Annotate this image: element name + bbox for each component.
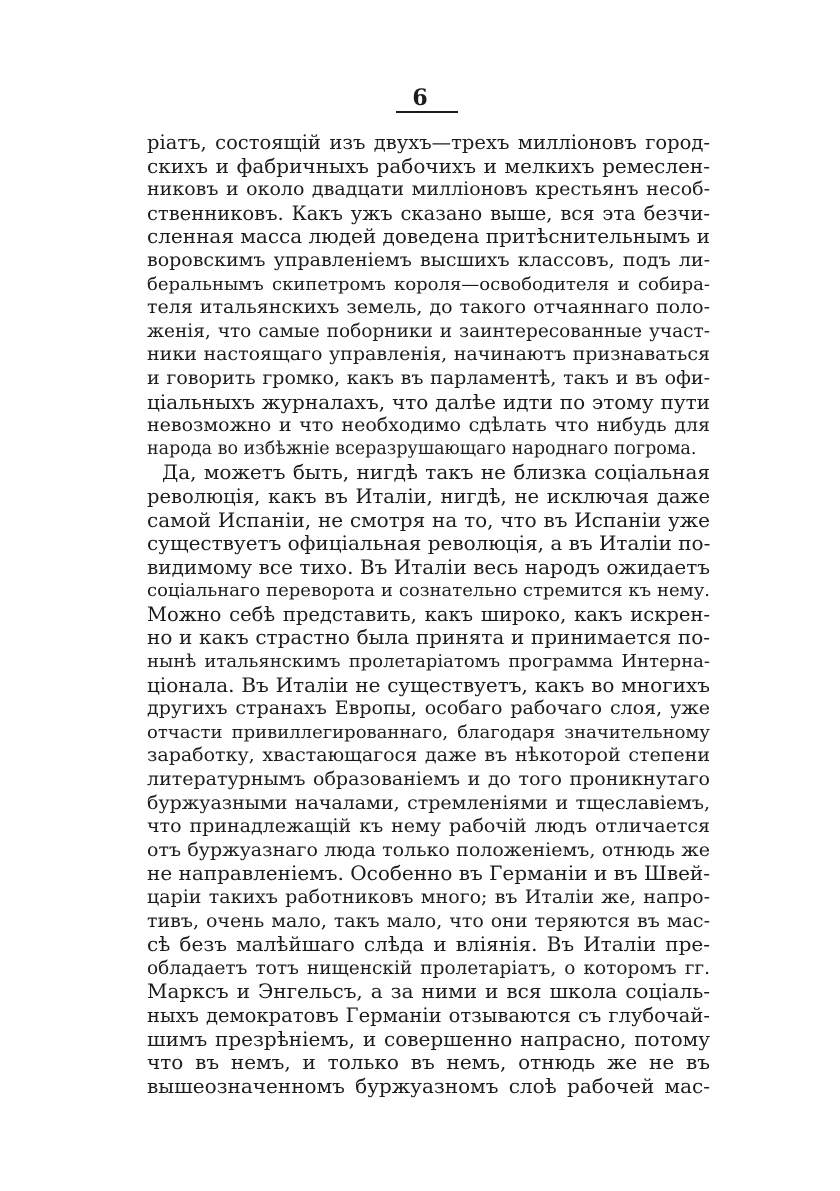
text-line: никовъ и около двадцати милліоновъ крестьянъ несоб- <box>147 178 710 201</box>
text-line: обладаетъ тотъ нищенскій пролетаріатъ, о которомъ гг. <box>147 957 710 979</box>
text-line: что въ немъ, и только въ немъ, отнюдь же не въ <box>147 1050 710 1075</box>
text-line: но и какъ страстно была принята и принимается по- <box>147 625 710 650</box>
text-line: невозможно и что необходимо сдѣлать что нибудь для <box>147 414 710 437</box>
text-line: видимому все тихо. Въ Италіи весь народъ ожидаетъ <box>147 554 710 579</box>
text-line: и говорить громко, какъ въ парламентѣ, такъ и въ офи- <box>147 366 710 389</box>
text-line: существуетъ офиціальная революція, а въ Италіи по- <box>147 531 711 556</box>
text-line: сленная масса людей доведена притѣснительнымъ и <box>147 224 710 249</box>
text-line: сѣ безъ малѣйшаго слѣда и вліянія. Въ Италіи пре- <box>147 932 710 957</box>
text-line: царіи такихъ работниковъ много; въ Италіи же, напро- <box>147 886 710 908</box>
text-line: народа во избѣжніе всеразрушающаго народнаго погрома. <box>147 438 697 459</box>
page-number-rule <box>396 111 458 113</box>
text-line: ціонала. Въ Италіи не существуетъ, какъ во многихъ <box>147 672 710 697</box>
text-line: соціальнаго переворота и сознательно стремится къ нему. <box>147 580 710 602</box>
text-line: ныхъ демократовъ Германіи отзываются съ глубочай- <box>147 1003 710 1027</box>
text-line: ники настоящаго управленія, начинаютъ признаваться <box>147 343 710 366</box>
page-number: 6 <box>412 85 428 111</box>
text-line: Марксъ и Энгельсъ, а за ними и вся школа соціаль- <box>147 979 710 1004</box>
text-line: отчасти привиллегированнаго, благодаря значительному <box>147 721 710 743</box>
text-line: заработку, хвастающагося даже въ нѣкоторой степени <box>147 744 710 767</box>
text-line: Можно себѣ представить, какъ широко, какъ искрен- <box>147 602 710 626</box>
body-text <box>147 131 710 1098</box>
text-line: другихъ странахъ Европы, особаго рабочаго слоя, уже <box>147 697 710 720</box>
text-line: шимъ презрѣніемъ, и совершенно напрасно, потому <box>147 1026 710 1051</box>
text-line: беральнымъ скипетромъ короля—освободителя и собира- <box>147 273 710 295</box>
text-line: отъ буржуазнаго люда только положеніемъ, отнюдь же <box>147 838 710 861</box>
text-line: нынѣ итальянскимъ пролетаріатомъ программа Интерна- <box>147 651 710 673</box>
text-line: вышеозначенномъ буржуазномъ слоѣ рабочей мас- <box>147 1073 710 1098</box>
text-line: скихъ и фабричныхъ рабочихъ и мелкихъ ремеслен- <box>147 153 710 178</box>
text-line: буржуазными началами, стремленіями и тщеславіемъ, <box>147 791 710 814</box>
text-line: женія, что самые поборники и заинтересованные участ- <box>147 320 710 342</box>
text-line: самой Испаніи, не смотря на то, что въ Испаніи уже <box>147 507 710 532</box>
text-line: теля итальянскихъ земель, до такого отчаяннаго поло- <box>147 296 710 319</box>
text-line: ціальныхъ журналахъ, что далѣе идти по этому пути <box>147 389 710 414</box>
text-line: литературнымъ образованіемъ и до того проникнутаго <box>147 768 710 791</box>
text-line: что принадлежащій къ нему рабочій людъ отличается <box>147 815 710 838</box>
text-line: воровскимъ управленіемъ высшихъ классовъ, подъ ли- <box>147 248 710 271</box>
text-line: не направленіемъ. Особенно въ Германіи и въ Швей- <box>147 861 710 886</box>
text-line: тивъ, очень мало, такъ мало, что они теряются въ мас- <box>147 909 710 932</box>
text-line: ріатъ, состоящій изъ двухъ—трехъ милліоновъ город- <box>147 131 710 154</box>
text-line: ственниковъ. Какъ ужъ сказано выше, вся эта безчи- <box>147 201 710 225</box>
paragraph-start-line: Да, можетъ быть, нигдѣ такъ не близка соціальная <box>162 460 710 485</box>
text-line: революція, какъ въ Италіи, нигдѣ, не исключая даже <box>147 484 710 508</box>
